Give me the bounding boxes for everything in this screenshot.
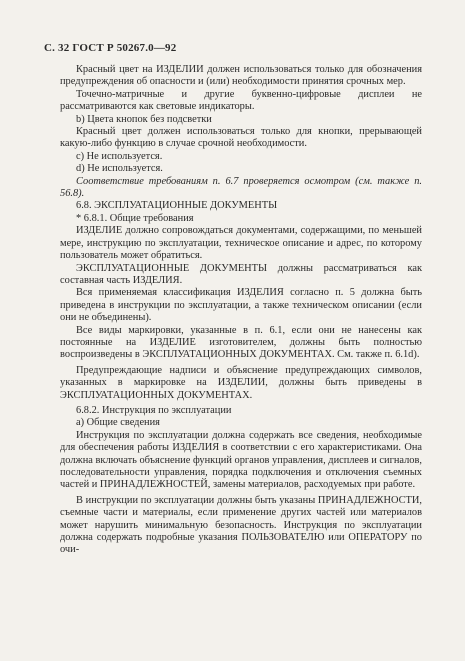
paragraph: Точечно-матричные и другие буквенно-цифровые дисплеи не рассматриваются как световые индикаторы. [60, 88, 422, 113]
paragraph: Предупреждающие надписи и объяснение предупреждающих символов, указанных в маркировке на ИЗДЕЛИИ, должны быть приведены в ЭКСПЛУАТАЦИОННЫХ ДОКУМЕНТАХ. [60, 364, 422, 401]
paragraph: Красный цвет должен использоваться только для кнопки, прерывающей какую-либо функцию в случае срочной необходимости. [60, 126, 422, 150]
paragraph: a) Общие сведения [76, 417, 160, 429]
section-heading: 6.8. ЭКСПЛУАТАЦИОННЫЕ ДОКУМЕНТЫ [76, 200, 278, 212]
subsection-heading: 6.8.2. Инструкция по эксплуатации [76, 404, 232, 416]
paragraph: d) Не используется. [76, 163, 163, 175]
page-header: С. 32 ГОСТ Р 50267.0—92 [44, 42, 177, 54]
paragraph: Инструкция по эксплуатации должна содержать все сведения, необходимые для обеспечения работы ИЗДЕЛИЯ в соответствии с его характеристиками. Она должна включать объяснение функций органов управления, дисплеев и сигналов, последовательности управления, порядка подключения и отключения съемных частей и ПРИНАДЛЕЖНОСТЕЙ, замены материалов, расходуемых при работе. [60, 429, 422, 491]
paragraph: ИЗДЕЛИЕ должно сопровождаться документами, содержащими, по меньшей мере, инструкцию по эксплуатации, техническое описание и адрес, по которому пользователь может обратиться. [60, 225, 422, 262]
paragraph: Вся применяемая классификация ИЗДЕЛИЯ согласно п. 5 должна быть приведена в инструкции по эксплуатации, а также техническом описании (если они не объединены). [60, 287, 422, 324]
paragraph: b) Цвета кнопок без подсветки [76, 113, 212, 125]
paragraph: ЭКСПЛУАТАЦИОННЫЕ ДОКУМЕНТЫ должны рассматриваться как составная часть ИЗДЕЛИЯ. [60, 262, 422, 286]
subsection-heading: * 6.8.1. Общие требования [76, 212, 194, 224]
paragraph: Соответствие требованиям п. 6.7 проверяется осмотром (см. также п. 56.8). [60, 175, 422, 200]
paragraph: c) Не используется. [76, 150, 163, 162]
paragraph: Красный цвет на ИЗДЕЛИИ должен использоваться только для обозначения предупреждения об опасности и (или) необходимости принятия срочных мер. [60, 64, 422, 88]
paragraph: Все виды маркировки, указанные в п. 6.1, если они не нанесены как постоянные на ИЗДЕЛИЕ изготовителем, должны быть полностью воспроизведены в ЭКСПЛУАТАЦИОННЫХ ДОКУМЕНТАХ. См. также п. 6.1d). [60, 324, 422, 361]
document-body [60, 64, 422, 557]
paragraph: В инструкции по эксплуатации должны быть указаны ПРИНАДЛЕЖНОСТИ, съемные части и материалы, если применение других частей или материалов может нарушить минимальную безопасность. Инструкция по эксплуатации должна содержать подробные указания ПОЛЬЗОВАТЕЛЮ или ОПЕРАТОРУ по очи- [60, 494, 422, 556]
